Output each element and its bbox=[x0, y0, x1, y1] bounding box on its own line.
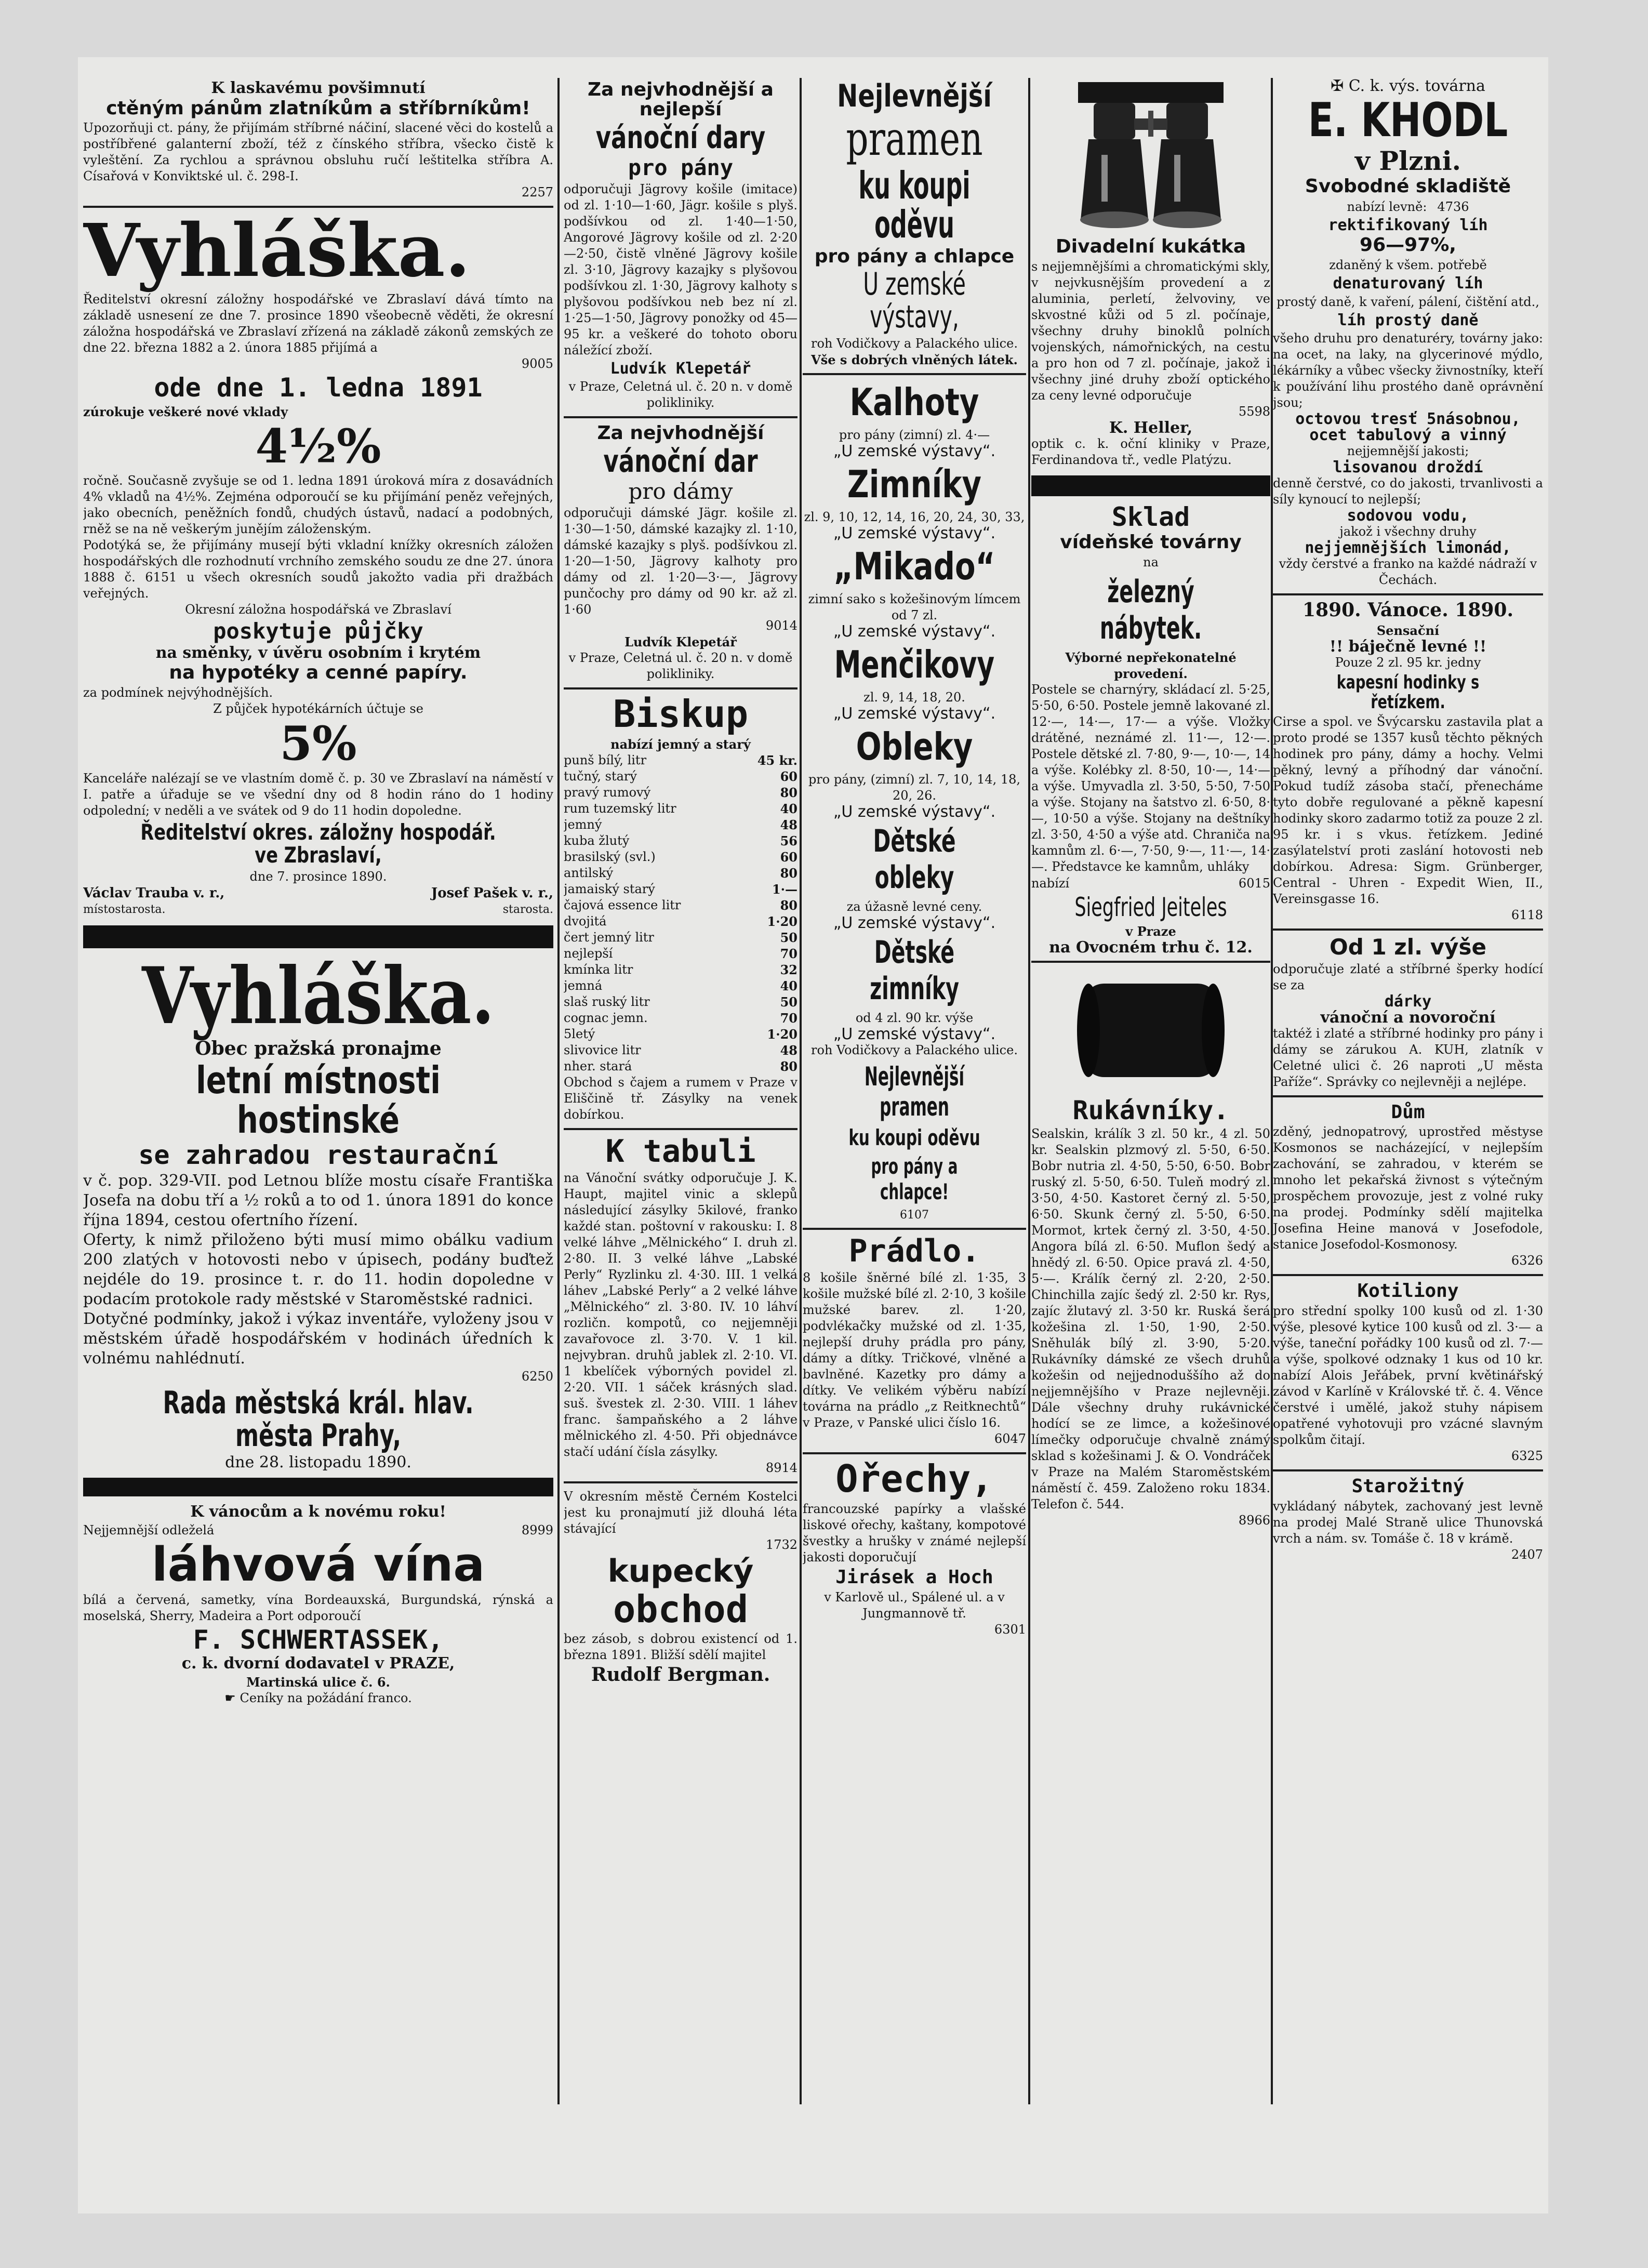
ad-title: ku koupi oděvu bbox=[848, 1125, 980, 1151]
ad-body: jakož i všechny druhy bbox=[1339, 524, 1477, 539]
ad-heading: líh prostý daně bbox=[1337, 311, 1479, 329]
ad-address: v Karlově ul., Spálené ul. a v Jungmannově tř. bbox=[824, 1589, 1005, 1621]
notice-date: ode dne 1. ledna 1891 bbox=[154, 373, 483, 403]
ad-body: 8 košile šněrné bílé zl. 1·35, 3 košile mužské bílé zl. 2·10, 3 košile mužské barev. zl. 1·20, podvlékačky mužské od zl. 1·35, nejlepší druhy prádla pro pány, dámy a dítky. Tričkové, vlněné a bavlněné. Kazetky pro dámy a dítky. Ve velikém výběru nabízí továrna na prádlo „z Reitknechtů“ v Praze, v Panské ulici číslo 16. bbox=[803, 1270, 1026, 1430]
ad-shop: „U zemské výstavy“. bbox=[833, 524, 996, 543]
price-value: 80 bbox=[780, 785, 798, 800]
price-value: 80 bbox=[780, 865, 798, 881]
price-value: 40 bbox=[780, 801, 798, 816]
ad-heading-text: C. k. výs. továrna bbox=[1348, 78, 1485, 95]
interest-rate: 5% bbox=[280, 716, 357, 772]
binoculars-icon bbox=[1073, 82, 1229, 233]
price-item: slivovice litr bbox=[564, 1042, 641, 1057]
signatory-role: místostarosta. bbox=[83, 903, 166, 916]
price-row bbox=[564, 768, 798, 785]
price-row bbox=[564, 817, 798, 833]
ad-title: obchod bbox=[613, 1587, 749, 1631]
ad-body: s nejjemnějšími a chromatickými skly, v nejvkusnějším provedení a z aluminia, perletí, želvoviny, ve skvostné kůži od 5 zl. počínaje, všechny druhy binoklů polních vojenských, námořnických, na cestu a pro hon od 7 zl. počínaje, jakož i všechny jiné druhy zboží optického za ceny levné odporučuje bbox=[1031, 259, 1270, 403]
ad-heading: lisovanou droždí bbox=[1333, 458, 1483, 477]
ad-hodinky bbox=[1273, 601, 1543, 923]
ad-title: E. KHODL bbox=[1308, 93, 1508, 148]
ad-number: 1732 bbox=[765, 1537, 798, 1552]
ad-heading: ctěným pánům zlatníkům a stříbrníkům! bbox=[106, 97, 530, 119]
notice-line: za podmínek nejvýhodnějších. bbox=[83, 685, 273, 700]
ad-heading: v Plzni. bbox=[1354, 145, 1461, 176]
ad-title: Biskup bbox=[613, 692, 749, 736]
ad-body: bez zásob, s dobrou existencí od 1. března 1891. Bližší sdělí majitel bbox=[564, 1632, 798, 1663]
product-title: Menčikovy bbox=[834, 643, 995, 687]
price-row bbox=[564, 833, 798, 849]
notice-title: Vyhláška. bbox=[83, 208, 471, 294]
ad-heading: pro dámy bbox=[628, 478, 733, 504]
ad-title: ku koupi oděvu bbox=[858, 163, 971, 247]
ad-body: zdaněný k všem. potřebě bbox=[1329, 258, 1487, 273]
price-value: 1·20 bbox=[767, 1026, 798, 1042]
border-bar bbox=[83, 925, 553, 948]
eagle-icon: ✠ bbox=[1331, 78, 1349, 95]
ad-kupecky-obchod bbox=[564, 1489, 798, 1685]
ad-heading: nejjemnějších limonád, bbox=[1305, 539, 1511, 558]
notice-line: Z půjček hypotékárních účtuje se bbox=[213, 701, 423, 717]
price-item: 5letý bbox=[564, 1026, 595, 1041]
ad-number: 8966 bbox=[1238, 1513, 1270, 1528]
ad-body: vždy čerstvé a franko na každé nádraží v Čechách. bbox=[1279, 556, 1537, 588]
ad-subline bbox=[1031, 875, 1270, 892]
ad-number: 6118 bbox=[1511, 908, 1543, 923]
product-price: pro pány (zimní) zl. 4·— bbox=[839, 428, 990, 443]
price-row bbox=[564, 865, 798, 881]
ad-number: 5598 bbox=[1238, 404, 1270, 419]
ad-title: Sklad bbox=[1111, 501, 1190, 532]
price-value: 48 bbox=[780, 1042, 798, 1058]
ad-title: láhvová vína bbox=[151, 1537, 485, 1593]
price-item: nher. stará bbox=[564, 1058, 632, 1073]
price-item: nejlepší bbox=[564, 946, 613, 961]
ad-body: odporučuje zlaté a stříbrné šperky hodící se za bbox=[1273, 961, 1543, 992]
product-title: Kalhoty bbox=[849, 380, 979, 425]
ad-orechy bbox=[803, 1457, 1026, 1637]
ad-title: Kotiliony bbox=[1357, 1280, 1459, 1302]
ad-heading: K laskavému povšimnutí bbox=[211, 79, 426, 97]
ad-klepetar-damy bbox=[564, 423, 798, 682]
ad-title: K tabuli bbox=[605, 1133, 756, 1170]
ad-rukavniky bbox=[1031, 968, 1270, 1529]
ad-heading: denaturovaný líh bbox=[1333, 274, 1483, 293]
ad-kukatka bbox=[1031, 82, 1270, 468]
ad-shop: U zemské výstavy, bbox=[863, 266, 966, 336]
price-item: kuba žlutý bbox=[564, 833, 630, 848]
price-item: tučný, starý bbox=[564, 768, 637, 784]
ad-title: vánoční dar bbox=[603, 443, 758, 480]
price-list bbox=[564, 752, 798, 1075]
ad-number: 6250 bbox=[521, 1369, 553, 1384]
price-row bbox=[564, 1010, 798, 1026]
divider bbox=[803, 1452, 1026, 1454]
ad-firm: K. Heller, bbox=[1109, 418, 1193, 437]
notice-heading: se zahradou restaurační bbox=[138, 1140, 498, 1171]
ad-shop: „U zemské výstavy“. bbox=[833, 442, 996, 461]
column-3 bbox=[803, 78, 1026, 2182]
ad-heading: vídeňské továrny bbox=[1060, 532, 1242, 553]
ad-firm: Jirásek a Hoch bbox=[835, 1567, 993, 1588]
divider bbox=[803, 373, 1026, 375]
price-value: 60 bbox=[780, 768, 798, 784]
ad-shop: „U zemské výstavy“. bbox=[833, 914, 996, 933]
ad-goldsmith-notice bbox=[83, 80, 553, 201]
signatory-role: starosta. bbox=[502, 903, 553, 916]
product-title: Zimníky bbox=[847, 462, 982, 507]
ad-kuh bbox=[1273, 936, 1543, 1090]
product-price: od 4 zl. 90 kr. výše bbox=[855, 1011, 974, 1026]
ad-body: vykládaný nábytek, zachovaný jest levně na prodej Malé Straně ulice Thunovská vrch a nám. sv. Tomáše č. 18 v krámě. bbox=[1273, 1498, 1543, 1546]
divider bbox=[1031, 961, 1270, 963]
price-item: jamaiský starý bbox=[564, 881, 655, 896]
price-item: čert jemný litr bbox=[564, 930, 654, 945]
product-title: Dětské obleky bbox=[873, 823, 956, 896]
price-value: 80 bbox=[780, 1058, 798, 1074]
ad-number: 8914 bbox=[765, 1460, 798, 1475]
ad-starozitny bbox=[1273, 1477, 1543, 1563]
notice-body: ročně. Současně zvyšuje se od 1. ledna 1891 úroková míra z dosavádních 4% vkladů na 4½%. Zejména odporoučí se ku přijímání peněz veřejných, jako obecních, peněžních fondů, chudých ústavů, nadací a podobných, rněž se na ně veškerým junějím záloženským. bbox=[83, 473, 553, 537]
column-rule bbox=[557, 78, 560, 2104]
notice-signature: Rada městská král. hlav. města Prahy, bbox=[163, 1384, 474, 1454]
ad-firm: c. k. dvorní dodavatel v PRAZE, bbox=[181, 1654, 455, 1673]
price-row bbox=[564, 1058, 798, 1075]
ad-title: vánoční dary bbox=[595, 119, 766, 156]
price-value: 40 bbox=[780, 978, 798, 993]
notice-date: dne 7. prosince 1890. bbox=[249, 869, 387, 884]
price-row bbox=[564, 849, 798, 865]
ad-text: na bbox=[1143, 555, 1159, 570]
ad-text: nabízí levně: bbox=[1347, 199, 1427, 214]
ad-note: Vše s dobrých vlněných látek. bbox=[811, 352, 1018, 368]
notice-body: Podotýká se, že přijímány musejí býti vkladní knížky okresních záložen hospodářských dle rozhodnutí vrchního zemského soudu ze dne 27. února 1888 č. 6151 u všech okresních soudů jakožto vadia při dražbách veřejných. bbox=[83, 538, 553, 601]
divider bbox=[564, 416, 798, 418]
ad-text bbox=[83, 1690, 553, 1706]
ad-number: 9014 bbox=[765, 618, 798, 633]
divider bbox=[564, 687, 798, 689]
notice-line: zúrokuje veškeré nové vklady bbox=[83, 404, 288, 419]
ad-number: 4736 bbox=[1437, 199, 1469, 214]
ad-title: kupecký bbox=[607, 1553, 754, 1589]
divider bbox=[1273, 929, 1543, 931]
notice-body: Dotyčné podmínky, jakož i výkaz inventáře, vyloženy jsou v městském úřadě hospodářském v hodinách úředních k volnému nahlédnutí. bbox=[83, 1309, 553, 1368]
price-value: 60 bbox=[780, 849, 798, 865]
divider bbox=[1273, 1469, 1543, 1471]
ad-number: 8999 bbox=[521, 1523, 553, 1538]
price-value: 50 bbox=[780, 930, 798, 945]
ad-clothing bbox=[803, 80, 1026, 1223]
column-rule bbox=[800, 78, 802, 2104]
price-value: 50 bbox=[780, 994, 798, 1010]
price-value: 56 bbox=[780, 833, 798, 848]
notice-date: dne 28. listopadu 1890. bbox=[225, 1453, 411, 1471]
price-item: antilský bbox=[564, 865, 614, 880]
ad-heading: kapesní hodinky s řetízkem. bbox=[1336, 671, 1480, 713]
ad-number: 6015 bbox=[1238, 876, 1270, 891]
price-item: jemný bbox=[564, 817, 602, 832]
ad-zelezny-nabytek bbox=[1031, 503, 1270, 956]
column-5 bbox=[1273, 78, 1543, 2182]
divider bbox=[564, 1128, 798, 1130]
product-title: Obleky bbox=[856, 725, 973, 769]
price-value: 1·20 bbox=[767, 913, 798, 929]
product-price: zl. 9, 10, 12, 14, 16, 20, 24, 30, 33, bbox=[804, 510, 1025, 525]
ad-khodl bbox=[1273, 78, 1543, 588]
ad-kotiliony bbox=[1273, 1281, 1543, 1464]
ad-body: odporučuji Jägrovy košile (imitace) od zl. 1·10—1·60, Jägr. košile s plyš. podšívkou od zl. 1·40—1·50, Angorové Jägrovy košile od zl. 2·20—2·50, čistě vlněné Jägrovy košile zl. 3·10, Jägrovy kazajky s plyšovou podšívkou zl. 1·30, Jägrovy kalhoty s plyšovou podšívkou neb bez ní zl. 1·25—1·50, Jägrovy ponožky od 45—95 kr. a veškeré do tohoto oboru náležící zboží. bbox=[564, 181, 798, 357]
divider bbox=[564, 1481, 798, 1483]
ad-vyhlaska-zalozna bbox=[83, 208, 553, 918]
product-price: zimní sako s kožešinovým límcem od 7 zl. bbox=[808, 592, 1021, 623]
price-item: jemná bbox=[564, 978, 603, 993]
price-row bbox=[564, 978, 798, 994]
ad-firm: Siegfried Jeiteles bbox=[1074, 892, 1227, 923]
pointing-hand-icon: ☛ bbox=[224, 1690, 240, 1705]
ad-title: pro pány a chlapce! bbox=[871, 1153, 958, 1205]
ad-heading: Za nejvhodnější a nejlepší bbox=[588, 79, 774, 120]
ad-heading: pro pány a chlapce bbox=[814, 245, 1015, 267]
ad-heading: Sensační bbox=[1376, 622, 1440, 638]
product-price: za úžasně levné ceny. bbox=[846, 899, 982, 914]
ad-heading: sodovou vodu, bbox=[1347, 507, 1469, 525]
ad-title: Prádlo. bbox=[848, 1233, 980, 1270]
price-row bbox=[564, 930, 798, 946]
ad-title: Dům bbox=[1391, 1101, 1425, 1123]
divider bbox=[1273, 1095, 1543, 1097]
notice-body: v č. pop. 329-VII. pod Letnou blíže mostu císaře Františka Josefa na dobu tří a ½ roků a to od 1. února 1891 do konce října 1894, cestou ofertního řízení. bbox=[83, 1171, 553, 1229]
ad-body: Postele se charnýry, skládací zl. 5·25, 5·50, 6·50. Postele jemně lakované zl. 12·—, 14·—, 17·— a výše. Vložky drátěné, neznámé zl. 11·—, 12·—. Postele dětské zl. 7·80, 9·—, 10·—, 14 a výše. Kolébky zl. 8·50, 10·—, 14·— a výše. Umyvadla zl. 3·50, 5·50, 7·50 a výše. Stojany na šatstvo zl. 6·50, 8·—, 10·50 a výše. Stojany na deštníky zl. 3·50, 4·50 a výše atd. Chraniča na kamnům zl. 6·—, 7·50, 9·—, 11·—, 14·—. Představce ke kamnům, uhláky bbox=[1031, 682, 1270, 874]
ad-heading: rektifikovaný líh bbox=[1328, 216, 1488, 234]
product-price: zl. 9, 14, 18, 20. bbox=[863, 690, 965, 705]
price-item: čajová essence litr bbox=[564, 897, 681, 912]
signatories bbox=[83, 885, 553, 901]
signatory-name: Václav Trauba v. r., bbox=[83, 885, 225, 901]
price-row bbox=[564, 752, 798, 768]
ad-firm: Ludvík Klepetář bbox=[610, 359, 751, 378]
price-row bbox=[564, 946, 798, 962]
ad-heading: dárky bbox=[1384, 992, 1432, 1011]
ad-heading: Za nejvhodnější bbox=[597, 422, 764, 444]
price-item: dvojitá bbox=[564, 913, 607, 929]
ad-body: odporučuji dámské Jägr. košile zl. 1·30—1·50, dámské kazajky zl. 1·10, dámské kazajky s plyš. podšívkou zl. 1·20—1·50, Jägrovy kalhoty pro dámy od zl. 1·20—3·—, Jägrovy punčochy pro dámy od 90 kr. až zl. 1·60 bbox=[564, 506, 798, 617]
product-title: Dětské zimníky bbox=[870, 934, 959, 1007]
muff-icon bbox=[1073, 968, 1229, 1093]
ad-shop: „U zemské výstavy“. bbox=[833, 803, 996, 821]
notice-body: Kanceláře nalézají se ve vlastním domě č. p. 30 ve Zbraslaví na náměstí v I. patře a úřaduje se ve všední dny od 8 hodin ráno do 1 hodiny odpolední; v neděli a ve svátek od 9 do 11 hodin dopoledne. bbox=[83, 771, 553, 818]
ad-subline: Pouze 2 zl. 95 kr. jedny bbox=[1335, 655, 1481, 670]
price-item: pravý rumový bbox=[564, 785, 651, 800]
ad-klepetar-pani bbox=[564, 80, 798, 411]
muff-illustration bbox=[1031, 968, 1270, 1093]
signatory-roles bbox=[83, 901, 553, 918]
ad-dum bbox=[1273, 1103, 1543, 1269]
ad-firm: F. SCHWERTASSEK, bbox=[193, 1624, 444, 1655]
ad-heading bbox=[1273, 78, 1543, 94]
ad-title: pramen bbox=[846, 112, 983, 166]
ad-pradlo bbox=[803, 1235, 1026, 1447]
price-row bbox=[564, 962, 798, 978]
ad-heading: 96—97%, bbox=[1360, 234, 1456, 256]
ad-body: bílá a červená, sametky, vína Bordeauxská, Burgundská, rýnská a moselská, Sherry, Madeira a Port odporoučí bbox=[83, 1592, 553, 1623]
price-value: 45 kr. bbox=[757, 752, 798, 768]
signatory-name: Josef Pašek v. r., bbox=[431, 885, 553, 901]
ad-number: 6326 bbox=[1511, 1253, 1543, 1268]
ad-title: Nejlevnější pramen bbox=[864, 1062, 965, 1122]
ad-body: denně čerstvé, co do jakosti, trvanlivosti a síly kynoucí to nejlepší; bbox=[1273, 476, 1543, 507]
ad-subline: nabízí jemný a starý bbox=[610, 736, 751, 752]
price-row bbox=[564, 1042, 798, 1058]
ad-address: v Praze, Celetná ul. č. 20 n. v domě polikliniky. bbox=[568, 651, 793, 682]
ad-heading: pro pány bbox=[628, 154, 734, 180]
ad-footer: Obchod s čajem a rumem v Praze v Eliščině tř. Zásylky na venek dobírkou. bbox=[564, 1075, 798, 1122]
price-row bbox=[564, 897, 798, 913]
price-row bbox=[564, 801, 798, 817]
ad-body: francouzské papírky a vlašské liskové ořechy, kaštany, kompotové švestky a hrušky v známé nejlepší jakosti doporučují bbox=[803, 1502, 1026, 1565]
price-item: cognac jemn. bbox=[564, 1010, 648, 1025]
price-value: 1·— bbox=[772, 881, 798, 897]
price-value: 48 bbox=[780, 817, 798, 832]
notice-signature: Ředitelství okres. záložny hospodář. ve Zbraslaví, bbox=[140, 819, 496, 868]
ad-body: taktéž i zlaté a stříbrné hodinky pro pány i dámy se zárukou A. KUH, zlatník v Celetné ulici č. 26 naproti „U města Paříže“. Správky co nejlevněji a nejlépe. bbox=[1273, 1026, 1543, 1089]
ad-shop: „U zemské výstavy“. bbox=[833, 705, 996, 723]
ad-title: Od 1 zl. výše bbox=[1330, 934, 1486, 960]
ad-heading: octovou tresť 5násobnou, ocet tabulový a vinný bbox=[1295, 410, 1521, 445]
notice-line: na směnky, v úvěru osobním i krytém bbox=[155, 644, 481, 662]
binoculars-illustration bbox=[1031, 82, 1270, 233]
price-row bbox=[564, 913, 798, 930]
ad-body: zděný, jednopatrový, uprostřed městyse Kosmonos se nacházející, v nejlepším zachování, se zahradou, v kterém se mnoho let pekařská živnost s výtečným prospěchem provozuje, jest z volné ruky na prodej. Podmínky sdělí majitelka Josefina Heine manová v Josefodole, stanice Josefodol-Kosmonosy. bbox=[1273, 1124, 1543, 1252]
ad-firm: Rudolf Bergman. bbox=[591, 1664, 770, 1686]
ad-number: 6047 bbox=[994, 1431, 1026, 1447]
ad-subline bbox=[83, 1522, 553, 1538]
ad-body: všeho druhu pro denaturéry, továrny jako: na ocet, na laky, na glycerinové mýdlo, lékárníky a vůbec všecky živnostníky, kteří k používání lihu prostého daně oprávnění jsou; bbox=[1273, 331, 1543, 410]
ad-text: Ceníky na požádání franco. bbox=[240, 1690, 412, 1705]
price-item: brasilský (svl.) bbox=[564, 849, 656, 864]
price-value: 32 bbox=[780, 962, 798, 977]
divider bbox=[803, 1228, 1026, 1230]
ad-body: pro střední spolky 100 kusů od zl. 1·30 výše, plesové kytice 100 kusů od zl. 3·— a výše, taneční pořádky 100 kusů od zl. 7·— a výše, spolkové odznaky 1 kus od 10 kr. nabízí Alois Jeřábek, první květinářský závod v Karlíně v Královské tř. č. 4. Věnce čerstvé i umělé, jakož stuhy nápisem opatřené vyhotovuji pro vzácné slavným spolkům čitají. bbox=[1273, 1304, 1543, 1448]
ad-number: 2407 bbox=[1511, 1547, 1543, 1562]
border-bar bbox=[83, 1478, 553, 1496]
ad-text: nabízí bbox=[1031, 876, 1070, 891]
price-row bbox=[564, 881, 798, 897]
column-2 bbox=[564, 78, 798, 2182]
ad-body: prostý daně, k vaření, pálení, čištění atd., bbox=[1277, 294, 1539, 309]
ad-title: 1890. Vánoce. 1890. bbox=[1302, 599, 1514, 621]
column-4 bbox=[1031, 78, 1270, 2182]
notice-line: Obec pražská pronajme bbox=[195, 1038, 442, 1060]
divider bbox=[1273, 1274, 1543, 1276]
price-item: slaš ruský litr bbox=[564, 994, 650, 1009]
ad-body: Cirse a spol. ve Švýcarsku zastavila plat a proto prodé se 1357 kusů těchto pěkných hodinek pro pány, dámy a hochy. Velmi pěkný, levný a příhodný dar vánoční. Pokud tudíž zásoba stačí, přenecháme tyto dobře regulované a pěkně kapesní hodinky skoro zadarmo totiž za pouze 2 zl. 95 kr. i s vkus. řetízkem. Jediné zasýlatelství proti zaslání hotovosti neb dobírkou. Adresa: Sigm. Grünberger, Central - Uhren - Expedit Wien, II., Vereinsgasse 16. bbox=[1273, 714, 1543, 907]
ad-subline: Výborné nepřekonatelné provedení. bbox=[1065, 650, 1237, 682]
ad-body: Sealskin, králík 3 zl. 50 kr., 4 zl. 50 kr. Sealskin plzmový zl. 5·50, 6·50. Bobr nutria zl. 4·50, 5·50, 6·50. Bobr ruský zl. 5·50, 6·50. Tuleň modrý zl. 3·50, 4·50. Kastoret černý zl. 5·50, 6·50. Skunk černý zl. 5·50, 6·50. Mormot, krtek černý zl. 3·50, 4·50. Angora bílá zl. 6·50. Muflon šedý a hnědý zl. 6·50. Opice pravá zl. 4·50, 5·—. Králík černý zl. 2·20, 2·50. Chinchilla zajíc šedý zl. 2·50 kr. Rys, zajíc žlutavý zl. 3·50 kr. Ruská šerá kožešina zl. 1·50, 1·90, 2·50. Sněhulák bílý zl. 3·90, 5·20. Rukávníky dámské ze všech druhů kožešin od nejjednoduššího až do nejjemnějšího v Praze nejlevněji. Dále všechny druhy rukávnické hodící se ze limce, a kožešinové límečky odporučuje chvalně známý sklad s kožešinami J. & O. Vondráček v Praze na Malém Staroměstském náměstí č. 459. Založeno roku 1834. Telefon č. 544. bbox=[1031, 1126, 1270, 1512]
ad-text: Nejjemnější odleželá bbox=[83, 1523, 215, 1538]
ad-address: Martinská ulice č. 6. bbox=[246, 1674, 390, 1690]
ad-shop: „U zemské výstavy“. bbox=[833, 622, 996, 641]
divider bbox=[83, 206, 553, 208]
ad-title: Ořechy, bbox=[835, 1457, 993, 1501]
product-price: pro pány, (zimní) zl. 7, 10, 14, 18, 20, 26. bbox=[808, 772, 1021, 803]
notice-heading: poskytuje půjčky bbox=[213, 618, 423, 644]
price-value: 70 bbox=[780, 946, 798, 961]
column-rule bbox=[1028, 78, 1030, 2104]
notice-title: Vyhláška. bbox=[142, 950, 495, 1042]
ad-address: na Ovocném trhu č. 12. bbox=[1049, 938, 1253, 957]
ad-number: 9005 bbox=[521, 356, 553, 372]
ad-title: Starožitný bbox=[1351, 1476, 1465, 1497]
notice-heading: letní místnosti hostinské bbox=[196, 1058, 441, 1142]
ad-address: v Praze, Celetná ul. č. 20 n. v domě polikliniky. bbox=[568, 379, 793, 410]
border-bar bbox=[1031, 475, 1270, 496]
ad-heading: K vánocům a k novému roku! bbox=[190, 1502, 446, 1521]
column-1 bbox=[83, 78, 553, 2182]
ad-biskup bbox=[564, 692, 798, 1123]
ad-title: Divadelní kukátka bbox=[1055, 236, 1246, 257]
ad-wine bbox=[83, 1504, 553, 1706]
ad-vyhlaska-praha bbox=[83, 950, 553, 1471]
ad-heading: !! báječně levné !! bbox=[1329, 637, 1487, 656]
ad-address: roh Vodičkovy a Palackého ulice. bbox=[811, 1043, 1018, 1058]
ad-address: optik c. k. oční kliniky v Praze, Ferdinandova tř., vedle Platýzu. bbox=[1031, 436, 1270, 467]
price-row bbox=[564, 1026, 798, 1042]
ad-subline bbox=[1273, 198, 1543, 215]
ad-address: roh Vodičkovy a Palackého ulice. bbox=[811, 336, 1018, 351]
ad-title: Rukávníky. bbox=[1072, 1095, 1229, 1125]
ad-shop: „U zemské výstavy“. bbox=[833, 1025, 996, 1044]
price-value: 80 bbox=[780, 897, 798, 913]
notice-body: Ředitelství okresní záložny hospodářské ve Zbraslaví dává tímto na základě usnesení ze dne 7. prosince 1890 všeobecně věděti, že okresní záložna hospodářská ve Zbraslaví zřízená na základě zákonů zemských ze dne 22. března 1882 a 2. února 1885 přijímá a bbox=[83, 292, 553, 355]
interest-rate: 4½% bbox=[255, 418, 381, 474]
price-row bbox=[564, 785, 798, 801]
ad-heading: Svobodné skladiště bbox=[1305, 176, 1511, 197]
ad-firm: Ludvík Klepetář bbox=[624, 634, 737, 650]
ad-k-tabuli bbox=[564, 1135, 798, 1476]
ad-body: Upozorňuji ct. pány, že přijímám stříbrné náčiní, slacené věci do kostelů a postříbřené galanterní zboží, též z čínského stříbra, všecko čistě k vyleštění. Za rychlou a správnou obsluhu ručí leštitelka stříbra A. Císařová v Konviktské ul. č. 298-I. bbox=[83, 121, 553, 184]
price-item: punš bílý, litr bbox=[564, 752, 647, 767]
ad-address: v Praze bbox=[1125, 923, 1176, 939]
ad-number: 6301 bbox=[994, 1622, 1026, 1637]
price-value: 70 bbox=[780, 1010, 798, 1026]
ad-body: V okresním městě Černém Kostelci jest ku pronajmutí již dlouhá léta stávající bbox=[564, 1489, 798, 1536]
price-item: kmínka litr bbox=[564, 962, 633, 977]
divider bbox=[1273, 593, 1543, 595]
ad-title: Nejlevnější bbox=[837, 78, 992, 114]
ad-heading: vánoční a novoroční bbox=[1320, 1008, 1496, 1027]
notice-body: Oferty, k nimž přiloženo býti musí mimo obálku vadium 200 zlatých v hotovosti nebo v úpisech, podány buďtež nejdéle do 19. prosince t. r. do 11. hodin dopoledne v podacím protokole rady městské v Staroměstské radnici. bbox=[83, 1230, 553, 1308]
ad-title: železný nábytek. bbox=[1099, 574, 1202, 647]
ad-number: 6325 bbox=[1511, 1449, 1543, 1464]
notice-line: Okresní záložna hospodářská ve Zbraslaví bbox=[185, 602, 451, 617]
ad-number: 6107 bbox=[900, 1209, 929, 1222]
ad-body: nejjemnější jakosti; bbox=[1347, 444, 1469, 459]
ad-body: na Vánoční svátky odporučuje J. K. Haupt, majitel vinic a sklepů následující zásylky 5kilové, franko každé stan. poštovní v rakousku: I. 8 velké láhve „Mělnického“ I. druh zl. 2·80. II. 3 velké láhve „Labské Perly“ Ryzlinku zl. 4·30. III. 1 velká láhev „Labské Perly“ a 2 velké láhve „Mělnického“ zl. 3·80. IV. 10 láhví rozličn. kompotů, co nejjemněji zavařovoce zl. 3·70. V. 1 kil. nejvybran. druhů jablek zl. 2·10. VI. 1 kbelíček výborných povidel zl. 2·20. VII. 1 sáček krásných slad. suš. švestek zl. 2·30. VIII. 1 láhev franc. šampaňského a 2 láhve mělnického zl. 4·50. Při objednávce stačí udání čísla zásylky. bbox=[564, 1170, 798, 1459]
notice-line: na hypotéky a cenné papíry. bbox=[169, 662, 468, 684]
price-item: rum tuzemský litr bbox=[564, 801, 676, 816]
product-title: „Mikado“ bbox=[833, 545, 995, 589]
price-row bbox=[564, 994, 798, 1010]
ad-number: 2257 bbox=[521, 185, 553, 200]
